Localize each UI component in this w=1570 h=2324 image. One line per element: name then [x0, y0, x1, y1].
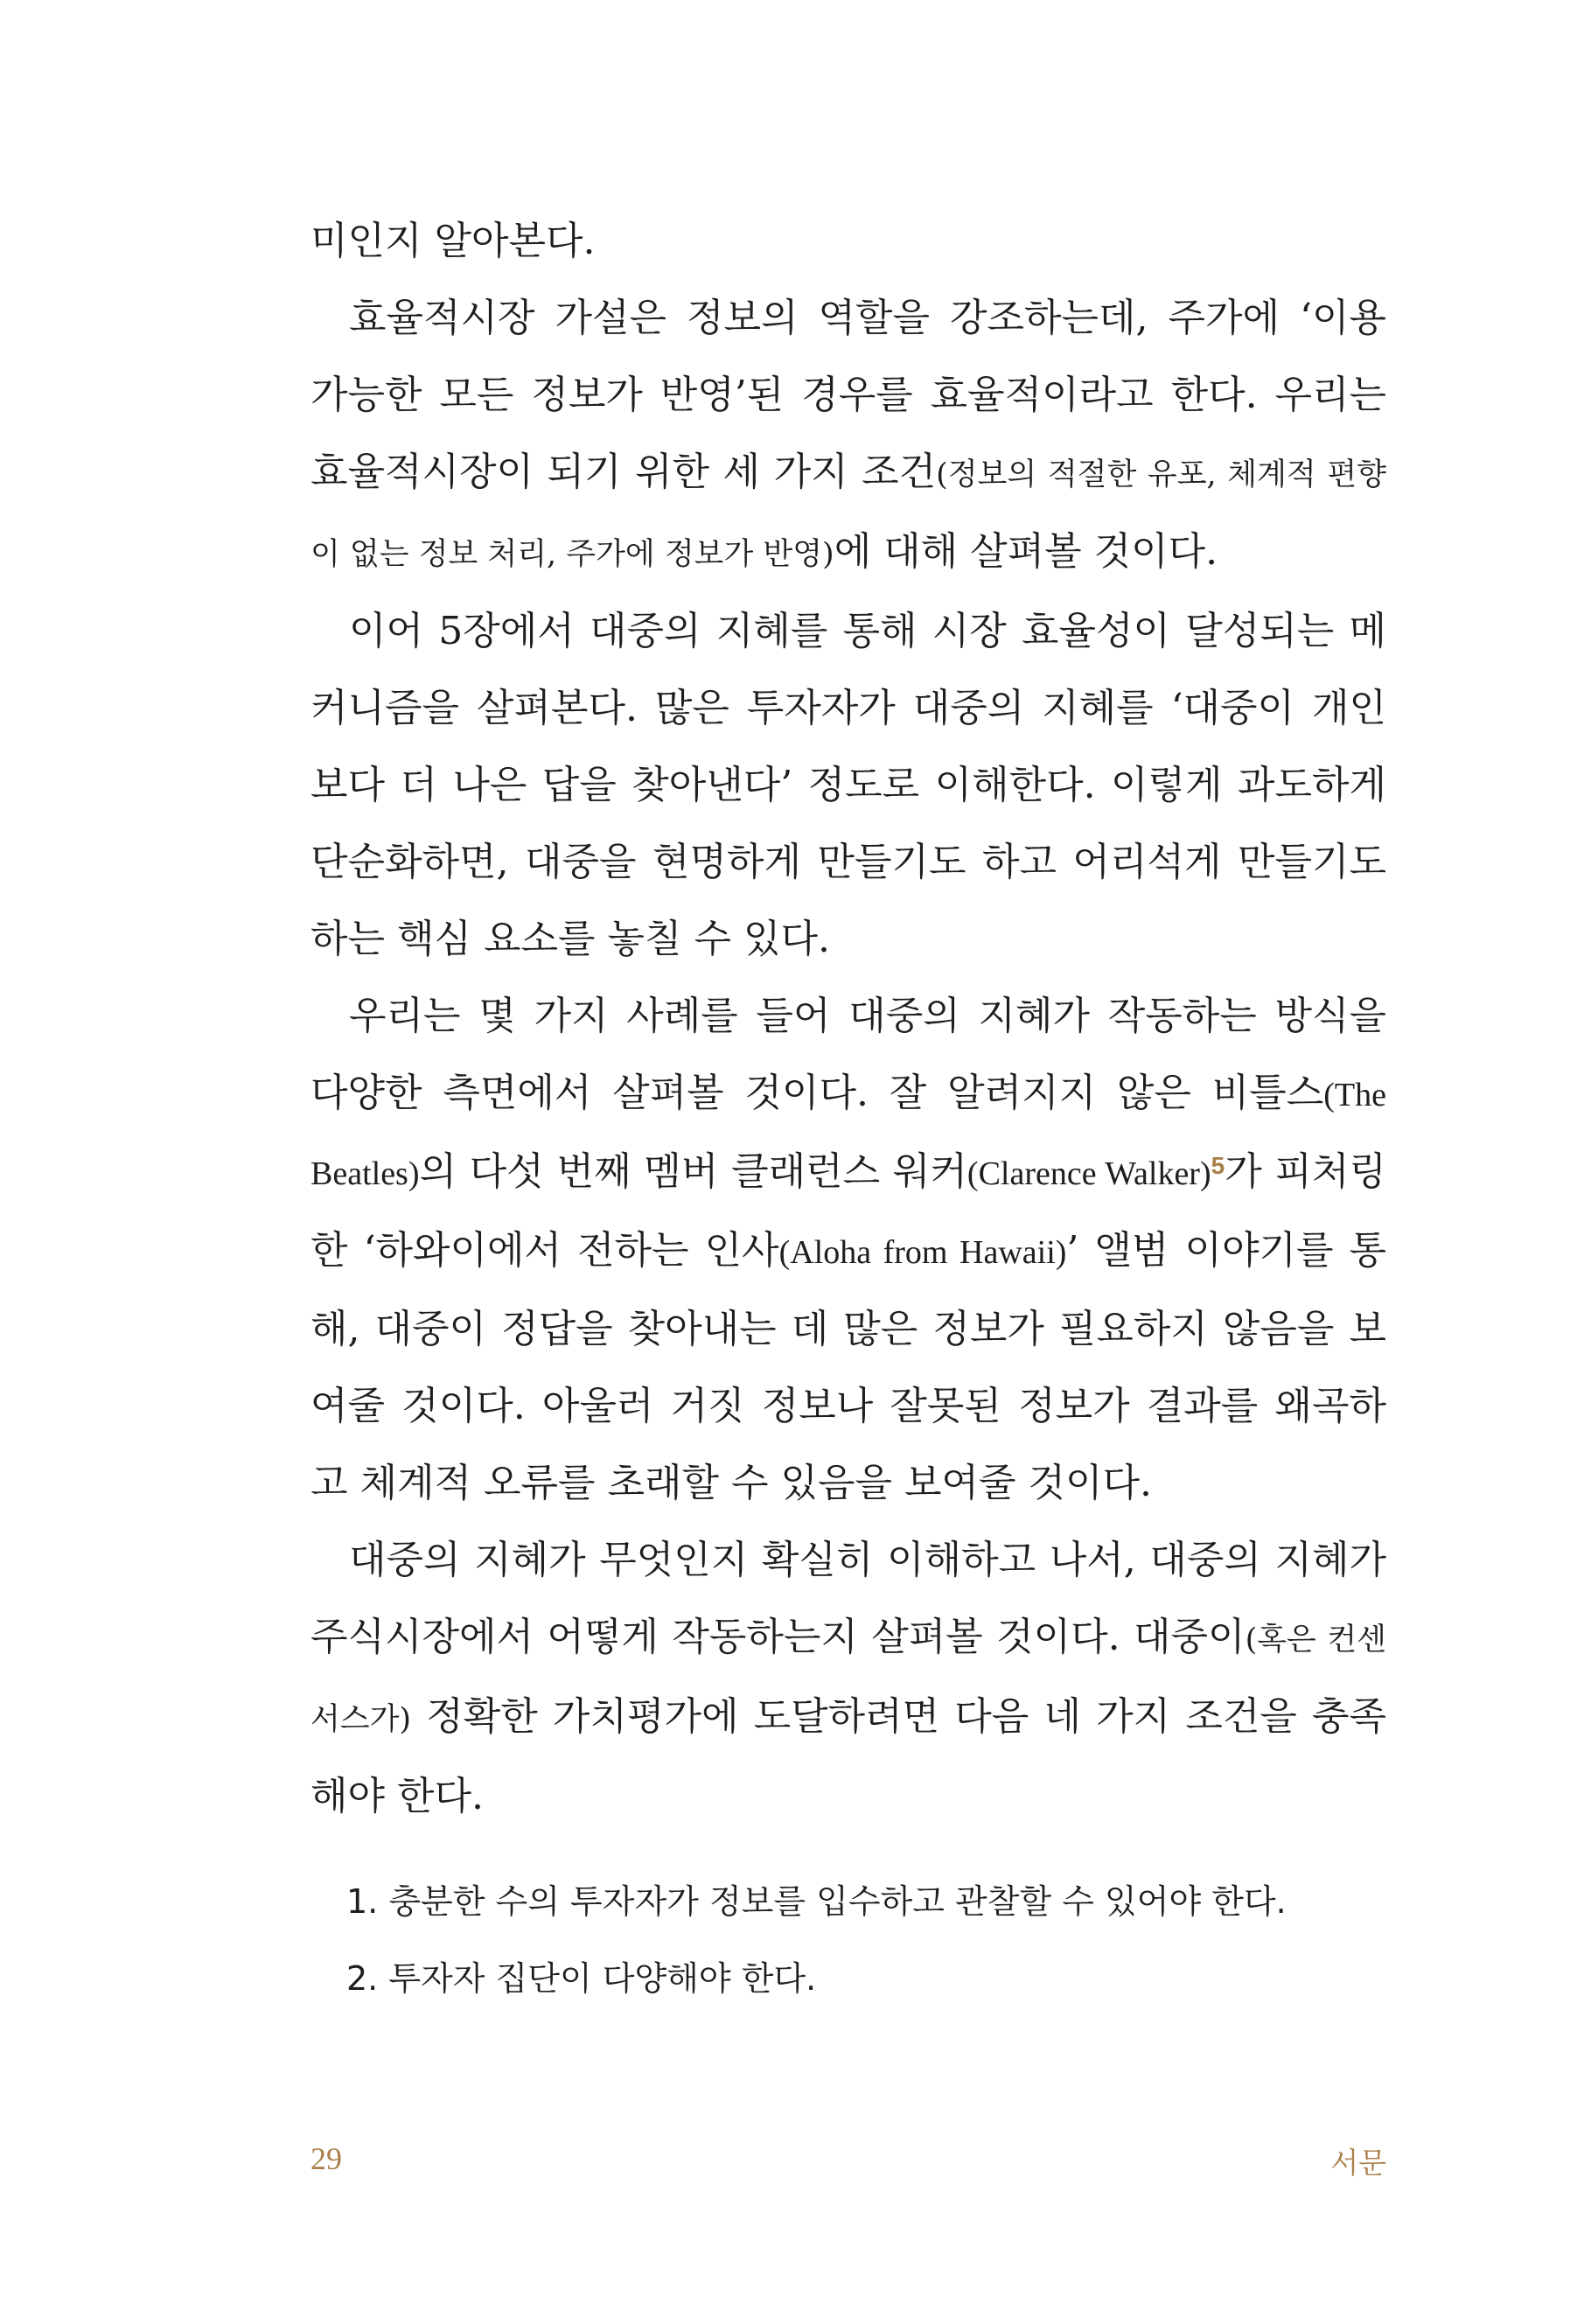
paragraph-3-text: 이어 5장에서 대중의 지혜를 통해 시장 효율성이 달성되는 메커니즘을 살펴본다. 많은 투자자가 대중의 지혜를 ‘대중이 개인보다 더 나은 답을 찾아낸다’ 정도로 이해한다. 이렇게 과도하게 단순화하면, 대중을 현명하게 만들기도 하고 어리석게 만들기도 하는 핵심 요소를 놓칠 수 있다. [311, 609, 1386, 961]
paragraph-4-text-d: ’ 앨범 이야기를 통해, 대중이 정답을 찾아내는 데 많은 정보가 필요하지 않음을 보여줄 것이다. 아울러 거짓 정보나 잘못된 정보가 결과를 왜곡하고 체계적 오류를 초래할 수 있음을 보여줄 것이다. [311, 1228, 1386, 1505]
paragraph-5-parenthetical: (혹은 컨센서스가) [311, 1623, 1386, 1737]
paragraph-3 [311, 593, 1386, 978]
paragraph-1-text: 미인지 알아본다. [311, 219, 596, 263]
list-item: 2. 투자자 집단이 다양해야 한다. [346, 1959, 817, 1998]
paragraph-4-latin-beatles: (The Beatles) [311, 1077, 1386, 1192]
page-number: 29 [311, 2141, 342, 2176]
paragraph-2 [311, 280, 1386, 593]
paragraph-2-parenthetical: (정보의 적절한 유포, 체계적 편향이 없는 정보 처리, 주가에 정보가 반영) [311, 457, 1386, 572]
paragraph-5 [311, 1522, 1386, 1835]
paragraph-4-text-c: 가 피처링한 ‘하와이에서 전하는 인사 [311, 1149, 1386, 1273]
paragraph-5-text-b: 정확한 가치평가에 도달하려면 다음 네 가지 조건을 충족해야 한다. [311, 1694, 1386, 1818]
paragraph-2-text-b: 에 대해 살펴볼 것이다. [834, 529, 1218, 574]
list-item: 1. 충분한 수의 투자자가 정보를 입수하고 관찰할 수 있어야 한다. [346, 1882, 1287, 1921]
paragraph-2-text-a: 효율적시장 가설은 정보의 역할을 강조하는데, 주가에 ‘이용 가능한 모든 정보가 반영’된 경우를 효율적이라고 한다. 우리는 효율적시장이 되기 위한 세 가지 조건 [311, 296, 1386, 494]
paragraph-4-text-b: 의 다섯 번째 멤버 클래런스 워커 [419, 1149, 967, 1194]
paragraph-4 [311, 978, 1386, 1522]
conditions-list [346, 1863, 1387, 2017]
footnote-reference[interactable]: 5 [1211, 1152, 1225, 1179]
body-text [311, 203, 1386, 1835]
paragraph-4-text-a: 우리는 몇 가지 사례를 들어 대중의 지혜가 작동하는 방식을 다양한 측면에서 살펴볼 것이다. 잘 알려지지 않은 비틀스 [311, 994, 1386, 1115]
paragraph-4-latin-aloha: (Aloha from Hawaii) [778, 1234, 1067, 1271]
paragraph-1 [311, 203, 1386, 280]
running-section-title: 서문 [1330, 2146, 1386, 2180]
paragraph-4-latin-clarence: (Clarence Walker) [966, 1155, 1211, 1192]
paragraph-5-text-a: 대중의 지혜가 무엇인지 확실히 이해하고 나서, 대중의 지혜가 주식시장에서 어떻게 작동하는지 살펴볼 것이다. 대중이 [311, 1538, 1386, 1659]
